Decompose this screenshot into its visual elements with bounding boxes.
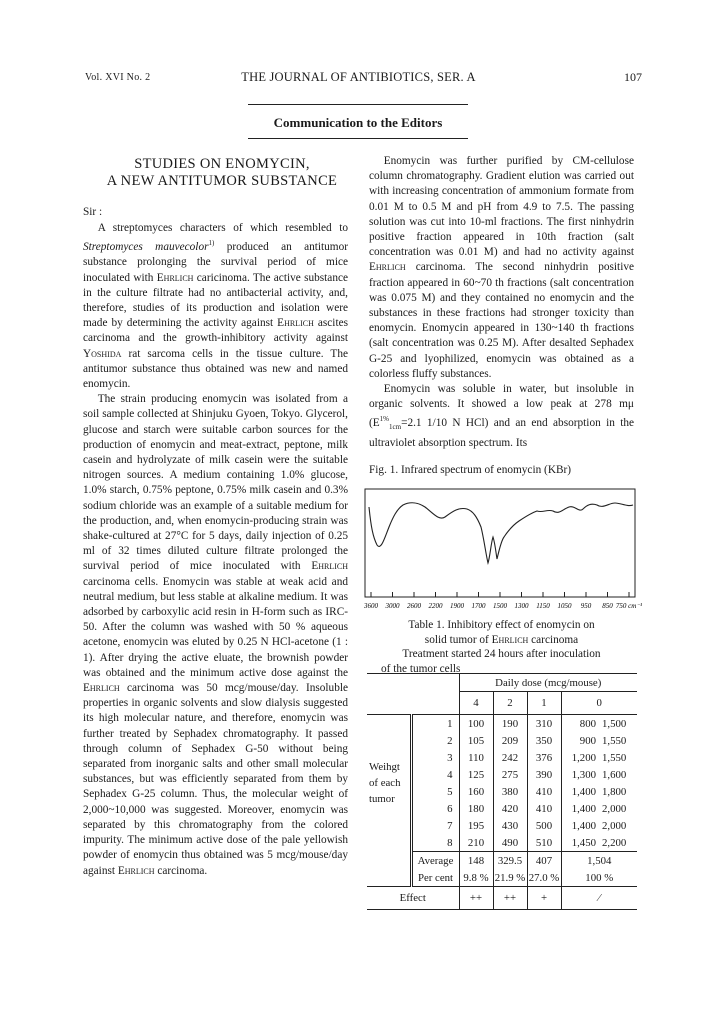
ir-tick-label: 850 <box>602 602 613 610</box>
weight-value: 420 <box>493 800 527 817</box>
caption-line-4: of the tumor cells <box>381 662 461 675</box>
ehrlich-name: Ehrlich <box>311 560 348 573</box>
subscript: 1cm <box>389 423 402 432</box>
paragraph-4 <box>369 382 634 451</box>
mouse-number: 4 <box>411 766 459 783</box>
ehrlich-name: Ehrlich <box>156 271 194 284</box>
weight-value: 209 <box>493 732 527 749</box>
ir-tick-label: 1900 <box>450 602 464 610</box>
mouse-number: 2 <box>411 732 459 749</box>
weight-value: 800 <box>561 715 599 733</box>
weight-value: 1,600 <box>602 768 627 781</box>
text: Enomycin was further purified by CM-cellulose column chromatography. Gradient elution was carried out with increasing concentration of ammonium formate from 0.01 M to 0.5 M and pH from 4.9 to 7.5. The passing solution was cut into 10-ml fractions. The first ninhydrin positive fraction appeared in 10th fraction (salt concentration was 0.01 M) and had no activity against <box>369 155 634 259</box>
ir-spectrum-curve <box>369 503 633 563</box>
ir-tick-label: 750 cm⁻¹ <box>615 602 643 610</box>
salutation: Sir : <box>83 206 103 218</box>
percent-label: Per cent <box>411 869 459 887</box>
journal-title: THE JOURNAL OF ANTIBIOTICS, SER. A <box>241 70 476 84</box>
article-title <box>78 156 366 190</box>
ir-tick-label: 1700 <box>471 602 486 610</box>
text: =2.1 1/10 N HCl) and an end absorption in the ultraviolet absorption spectrum. Its <box>369 417 634 449</box>
weight-value: 310 <box>527 715 561 733</box>
text: The strain producing enomycin was isolated from a soil sample collected at Shinjuku Gyoen, Tokyo. Glycerol, glucose and starch were suitable carbon sources for the production of enomycin and meat-extract, peptone, milk casein and hydrolyzate of milk casein were the suitable nitrogen sources. A medium containing 1.0% glucose, 1.0% starch, 0.75% peptone, 0.75% milk casein and 0.3% sodium chloride was an example of a suitable medium for the production, and, when enomycin-producing strain was shake-cultured at 27°C for 5 days, daily injection of 0.25 ml of 32 times diluted culture filtrate prolonged the survival period of mice inoculated with <box>83 393 348 573</box>
caption-line-1: Table 1. Inhibitory effect of enomycin on <box>408 619 595 631</box>
weight-value: 410 <box>527 800 561 817</box>
ir-tick-label: 1500 <box>493 602 507 610</box>
table-body <box>367 674 637 910</box>
average-row <box>367 852 637 870</box>
page-number: 107 <box>624 70 642 84</box>
mouse-number: 1 <box>411 715 459 733</box>
weight-value: 490 <box>493 834 527 852</box>
right-column <box>369 154 634 451</box>
effect-label: Effect <box>367 887 459 910</box>
percent-value: 100 % <box>561 869 637 887</box>
weight-value: 125 <box>459 766 493 783</box>
table-cell <box>367 674 411 692</box>
ir-tick-label: 1150 <box>536 602 550 610</box>
effect-value: ⁄ <box>561 887 637 910</box>
weight-value: 180 <box>459 800 493 817</box>
weight-value: 105 <box>459 732 493 749</box>
average-label: Average <box>411 852 459 870</box>
ir-tick-label: 3600 <box>364 602 378 610</box>
dose-value: 1 <box>527 692 561 715</box>
mouse-number: 3 <box>411 749 459 766</box>
dose-value: 4 <box>459 692 493 715</box>
table-caption <box>369 618 634 676</box>
text: rat sarcoma cells in the tissue culture. The antitumor substance thus obtained was new and named enomycin. <box>83 347 348 390</box>
table-row <box>367 715 637 733</box>
effect-value: ++ <box>459 887 493 910</box>
mouse-number: 5 <box>411 783 459 800</box>
average-value: 407 <box>527 852 561 870</box>
weight-value: 430 <box>493 817 527 834</box>
weight-value: 500 <box>527 817 561 834</box>
inhibitory-effect-table <box>367 673 637 910</box>
weight-value: 1,550 <box>602 734 627 747</box>
ir-spectrum-figure <box>363 487 643 612</box>
text: carcinoma. <box>154 864 208 877</box>
weight-value: 350 <box>527 732 561 749</box>
table-cell <box>411 674 459 692</box>
text: caricinoma. The active substance in the culture filtrate had no antibacterial activity, and, therefore, studies of its production and isolation were made by determining the activity against <box>83 271 348 330</box>
weight-value: 510 <box>527 834 561 852</box>
weight-value: 2,000 <box>602 819 627 832</box>
effect-value: ++ <box>493 887 527 910</box>
section-heading: Communication to the Editors <box>273 115 443 130</box>
percent-row <box>367 869 637 887</box>
header-row <box>367 674 637 692</box>
title-line-2: A NEW ANTITUMOR SUBSTANCE <box>106 173 338 189</box>
yoshida-name: Yoshida <box>83 347 122 360</box>
caption-line-2 <box>369 633 634 648</box>
weight-value: 100 <box>459 715 493 733</box>
weight-value: 1,550 <box>602 751 627 764</box>
weight-value: 1,400 <box>561 783 599 800</box>
weight-value: 110 <box>459 749 493 766</box>
reference-mark: 1) <box>208 239 215 248</box>
ir-tick-label: 3000 <box>385 602 400 610</box>
weight-value: 380 <box>493 783 527 800</box>
row-label-line: Weihgt <box>369 761 400 774</box>
text: A streptomyces characters of which resembled to <box>97 222 348 235</box>
text: solid tumor of <box>424 633 492 646</box>
row-label-line: of each <box>369 777 401 790</box>
text: ascites carcinoma and the growth-inhibitory activity against <box>83 317 348 345</box>
weight-value: 195 <box>459 817 493 834</box>
ehrlich-name: Ehrlich <box>277 317 314 330</box>
weight-value: 275 <box>493 766 527 783</box>
mouse-number: 7 <box>411 817 459 834</box>
weight-value: 1,300 <box>561 766 599 783</box>
weight-value: 376 <box>527 749 561 766</box>
weight-value: 410 <box>527 783 561 800</box>
weight-value: 210 <box>459 834 493 852</box>
weight-value: 900 <box>561 732 599 749</box>
weight-value: 1,800 <box>602 785 627 798</box>
paragraph-2 <box>83 392 348 879</box>
weight-value: 1,500 <box>599 715 637 733</box>
text: carcinoma cells. Enomycin was stable at weak acid and neutral medium, but less stable at alkaline medium. It was adsorbed by carboxylic acid resin in H-form such as IRC-50. After the column was washed with 50 % aqueous acetone, enomycin was eluted by 0.25 N HCl-acetone (1 : 1). After drying the active eluate, the brownish powder was obtained and the minimum active dose against the <box>83 575 348 679</box>
effect-row <box>367 887 637 910</box>
text: produced an antitumor substance prolonging the survival period of mice inoculated with <box>83 241 349 284</box>
caption-line-3: Treatment started 24 hours after inoculation <box>402 648 601 660</box>
text: carcinoma was 50 mcg/mouse/day. Insoluble properties in organic solvents and slow dialysis suggested its high molecular nature, and therefore, enomycin was further treated by Sephadex chromatography. It passed through column of Sephadex G-50 without being separated from inorganic salts and other small molecular substances, but was efficiently separated from them by Sephadex G-25 column. Thus, the molecular weight of 2,000~10,000 was suggested. Moreover, enomycin was separated by this chromatography from the colored impurity. The minimum active dose of the pale yellowish powder of enomycin thus obtained was 5 mcg/mouse/day against <box>83 682 348 877</box>
weight-value: 2,000 <box>602 802 627 815</box>
ehrlich-name: Ehrlich <box>491 633 529 646</box>
percent-value: 21.9 % <box>493 869 527 887</box>
weight-value: 1,450 <box>561 834 599 852</box>
ir-tick-group <box>363 592 642 610</box>
weight-value: 390 <box>527 766 561 783</box>
table-cell <box>367 852 411 870</box>
ehrlich-name: Ehrlich <box>117 864 155 877</box>
ir-tick-label: 950 <box>580 602 592 610</box>
dose-row <box>367 692 637 715</box>
table-cell <box>367 869 411 887</box>
weight-value: 1,400 <box>561 817 599 834</box>
average-value: 329.5 <box>493 852 527 870</box>
weight-value: 242 <box>493 749 527 766</box>
superscript: 1% <box>379 415 390 424</box>
effect-value: + <box>527 887 561 910</box>
mouse-number: 8 <box>411 834 459 852</box>
table-cell <box>411 692 459 715</box>
weight-value: 160 <box>459 783 493 800</box>
paragraph-1 <box>83 221 348 392</box>
text: carcinoma. The second ninhydrin positive fraction appeared in 60~70 th fractions (salt concentration was 0.075 M) and they contained no enomycin and the substances in these fractions had stronger toxicity than enomycin. Enomycin appeared in 130~140 th fractions (salt concentration was 0.25 M). After desalted Sephadex G-25 and lyophilized, enomycin was obtained as a colorless fluffy substances. <box>369 261 634 380</box>
average-value: 148 <box>459 852 493 870</box>
volume-label: Vol. XVI No. 2 <box>85 72 151 83</box>
title-line-1: STUDIES ON ENOMYCIN, <box>134 156 310 172</box>
weight-value: 1,400 <box>561 800 599 817</box>
ir-tick-label: 1300 <box>514 602 529 610</box>
percent-value: 27.0 % <box>527 869 561 887</box>
left-column <box>83 205 348 879</box>
species-name: Streptomyces mauvecolor <box>83 241 209 254</box>
average-value: 1,504 <box>561 852 637 870</box>
text: carcinoma <box>528 633 579 646</box>
ir-tick-label: 2200 <box>428 602 443 610</box>
dose-value: 2 <box>493 692 527 715</box>
row-label-line: tumor <box>369 793 395 806</box>
ir-tick-label: 1050 <box>557 602 572 610</box>
table-cell <box>367 692 411 715</box>
ir-tick-label: 2600 <box>407 602 421 610</box>
dose-value: 0 <box>561 692 637 715</box>
weight-value: 2,200 <box>602 836 627 849</box>
ehrlich-name: Ehrlich <box>369 261 406 274</box>
figure-frame <box>365 489 635 597</box>
text: Enomycin was soluble in water, but insoluble in organic solvents. It showed a low peak at 278 mμ (E <box>369 383 634 430</box>
weight-value: 190 <box>493 715 527 733</box>
dose-header: Daily dose (mcg/mouse) <box>459 674 637 692</box>
section-rule-top <box>248 104 468 105</box>
figure-caption: Fig. 1. Infrared spectrum of enomycin (KBr) <box>369 464 572 476</box>
percent-value: 9.8 % <box>459 869 493 887</box>
section-rule-bottom <box>248 138 468 139</box>
row-group-label <box>367 715 411 852</box>
paragraph-3 <box>369 154 634 382</box>
weight-value: 1,200 <box>561 749 599 766</box>
ehrlich-name: Ehrlich <box>83 682 120 695</box>
mouse-number: 6 <box>411 800 459 817</box>
